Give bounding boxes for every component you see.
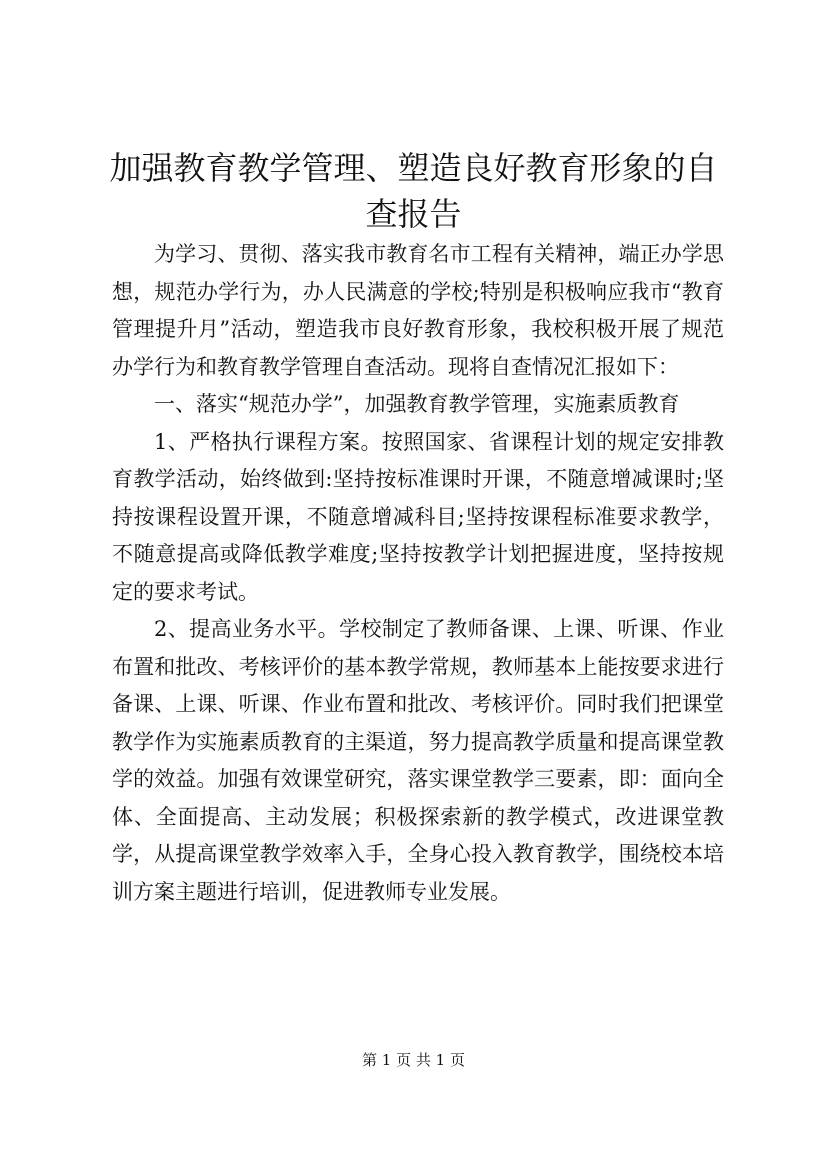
paragraph-intro: 为学习、贯彻、落实我市教育名市工程有关精神，端正办学思想，规范办学行为，办人民满意的学校;特别是积极响应我市“教育管理提升月”活动，塑造我市良好教育形象，我校积极开展了规范办学行为和教育教学管理自查活动。现将自查情况汇报如下： <box>112 242 724 379</box>
section-heading-1: 一、落实“规范办学”，加强教育教学管理，实施素质教育 <box>154 392 680 416</box>
document-body <box>112 236 724 911</box>
page-footer: 第 1 页 共 1 页 <box>362 1051 465 1069</box>
document-title: 加强教育教学管理、塑造良好教育形象的自查报告 <box>109 149 718 233</box>
paragraph-item-1: 1、严格执行课程方案。按照国家、省课程计划的规定安排教育教学活动，始终做到:坚持按标准课时开课，不随意增减课时;坚持按课程设置开课，不随意增减科目;坚持按课程标准要求教学，不随意提高或降低教学难度;坚持按教学计划把握进度，坚持按规定的要求考试。 <box>112 429 724 604</box>
paragraph-item-2: 2、提高业务水平。学校制定了教师备课、上课、听课、作业布置和批改、考核评价的基本教学常规，教师基本上能按要求进行备课、上课、听课、作业布置和批改、考核评价。同时我们把课堂教学作为实施素质教育的主渠道，努力提高教学质量和提高课堂教学的效益。加强有效课堂研究，落实课堂教学三要素，即：面向全体、全面提高、主动发展；积极探索新的教学模式，改进课堂教学，从提高课堂教学效率入手，全身心投入教育教学，围绕校本培训方案主题进行培训，促进教师专业发展。 <box>112 617 724 904</box>
